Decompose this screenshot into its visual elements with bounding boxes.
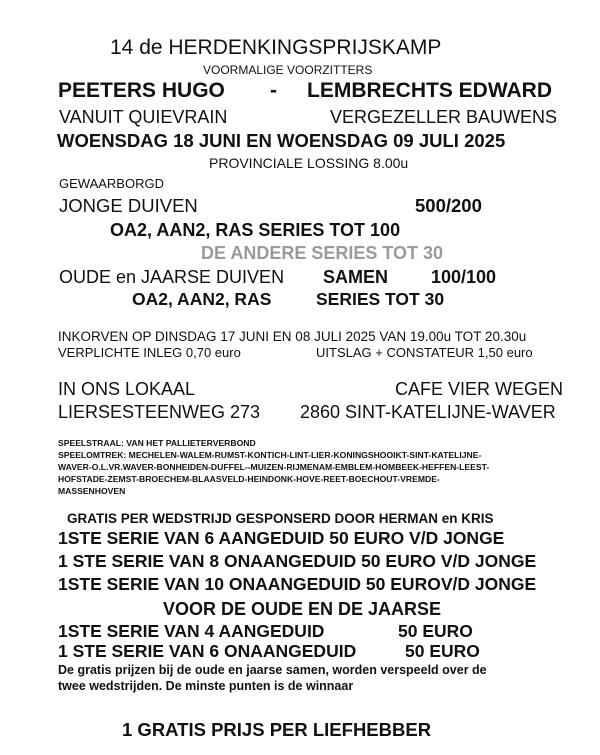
name-separator: - [270, 79, 277, 102]
street-address: LIERSESTEENWEG 273 [58, 402, 261, 422]
old-series-suffix: SERIES TOT 30 [316, 289, 445, 309]
prize-note-1: De gratis prijzen bij de oude en jaarse samen, worden verspeeld over de [58, 663, 487, 677]
range-line-3: HOFSTADE-ZEMST-BROECHEM-BLAASVELD-HEINDONK-HOVE-REET-BOECHOUT-VREMDE- [58, 474, 440, 484]
old-prize-1-value: 50 EURO [398, 621, 473, 641]
origin-left: VANUIT QUIEVRAIN [59, 107, 228, 127]
old-prizes-header: VOOR DE OUDE EN DE JAARSE [163, 599, 442, 619]
young-series: OA2, AAN2, RAS SERIES TOT 100 [110, 220, 401, 240]
young-pigeons-value: 500/200 [415, 195, 482, 216]
old-prize-2-value: 50 EURO [405, 641, 480, 661]
prize-note-2: twee wedstrijden. De minste punten is de winnaar [58, 679, 354, 693]
origin-right: VERGEZELLER BAUWENS [330, 107, 558, 127]
range-label: SPEELSTRAAL: VAN HET PALLIETERVERBOND [58, 438, 256, 448]
basketing-info: INKORVEN OP DINSDAG 17 JUNI EN 08 JULI 2025 VAN 19.00u TOT 20.30u [58, 329, 527, 344]
young-prize-1: 1STE SERIE VAN 6 AANGEDUID 50 EURO V/D JONGE [58, 528, 505, 548]
race-dates: WOENSDAG 18 JUNI EN WOENSDAG 09 JULI 2025 [57, 130, 506, 151]
mandatory-stake: VERPLICHTE INLEG 0,70 euro [58, 345, 241, 360]
young-pigeons-label: JONGE DUIVEN [59, 195, 198, 216]
city-address: 2860 SINT-KATELIJNE-WAVER [300, 402, 556, 422]
old-prize-1-label: 1STE SERIE VAN 4 AANGEDUID [58, 621, 325, 641]
old-pigeons-label: OUDE en JAARSE DUIVEN [59, 267, 285, 287]
old-prize-2-label: 1 STE SERIE VAN 6 ONAANGEDUID [58, 641, 357, 661]
range-line-2: WAVER-O.L.VR.WAVER-BONHEIDEN-DUFFEL--MUIZEN-RIJMENAM-EMBLEM-HOMBEEK-HEFFEN-LEEST- [58, 462, 490, 472]
honoree-name-1: PEETERS HUGO [58, 79, 225, 102]
event-subtitle: VOORMALIGE VOORZITTERS [203, 63, 373, 77]
old-pigeons-value: 100/100 [431, 267, 497, 287]
release-info: PROVINCIALE LOSSING 8.00u [209, 155, 409, 171]
location-label: IN ONS LOKAAL [58, 379, 196, 399]
results-fee: UITSLAG + CONSTATEUR 1,50 euro [316, 345, 533, 360]
sponsor-line: GRATIS PER WEDSTRIJD GESPONSERD DOOR HERMAN en KRIS [67, 511, 494, 526]
young-prize-2: 1 STE SERIE VAN 8 ONAANGEDUID 50 EURO V/D JONGE [58, 551, 537, 571]
old-series: OA2, AAN2, RAS [132, 289, 272, 309]
young-prize-3: 1STE SERIE VAN 10 ONAANGEDUID 50 EUROV/D JONGE [58, 574, 537, 594]
footer-free-prize: 1 GRATIS PRIJS PER LIEFHEBBER [122, 719, 432, 740]
range-line-1: SPEELOMTREK: MECHELEN-WALEM-RUMST-KONTICH-LINT-LIER-KONINGSHOOIKT-SINT-KATELIJNE- [58, 450, 482, 460]
guaranteed-label: GEWAARBORGD [59, 176, 164, 191]
other-series: DE ANDERE SERIES TOT 30 [201, 243, 444, 263]
honoree-name-2: LEMBRECHTS EDWARD [307, 79, 552, 102]
range-line-4: MASSENHOVEN [58, 486, 126, 496]
cafe-name: CAFE VIER WEGEN [395, 379, 564, 399]
old-pigeons-together: SAMEN [323, 267, 389, 287]
event-title: 14 de HERDENKINGSPRIJSKAMP [110, 36, 442, 59]
